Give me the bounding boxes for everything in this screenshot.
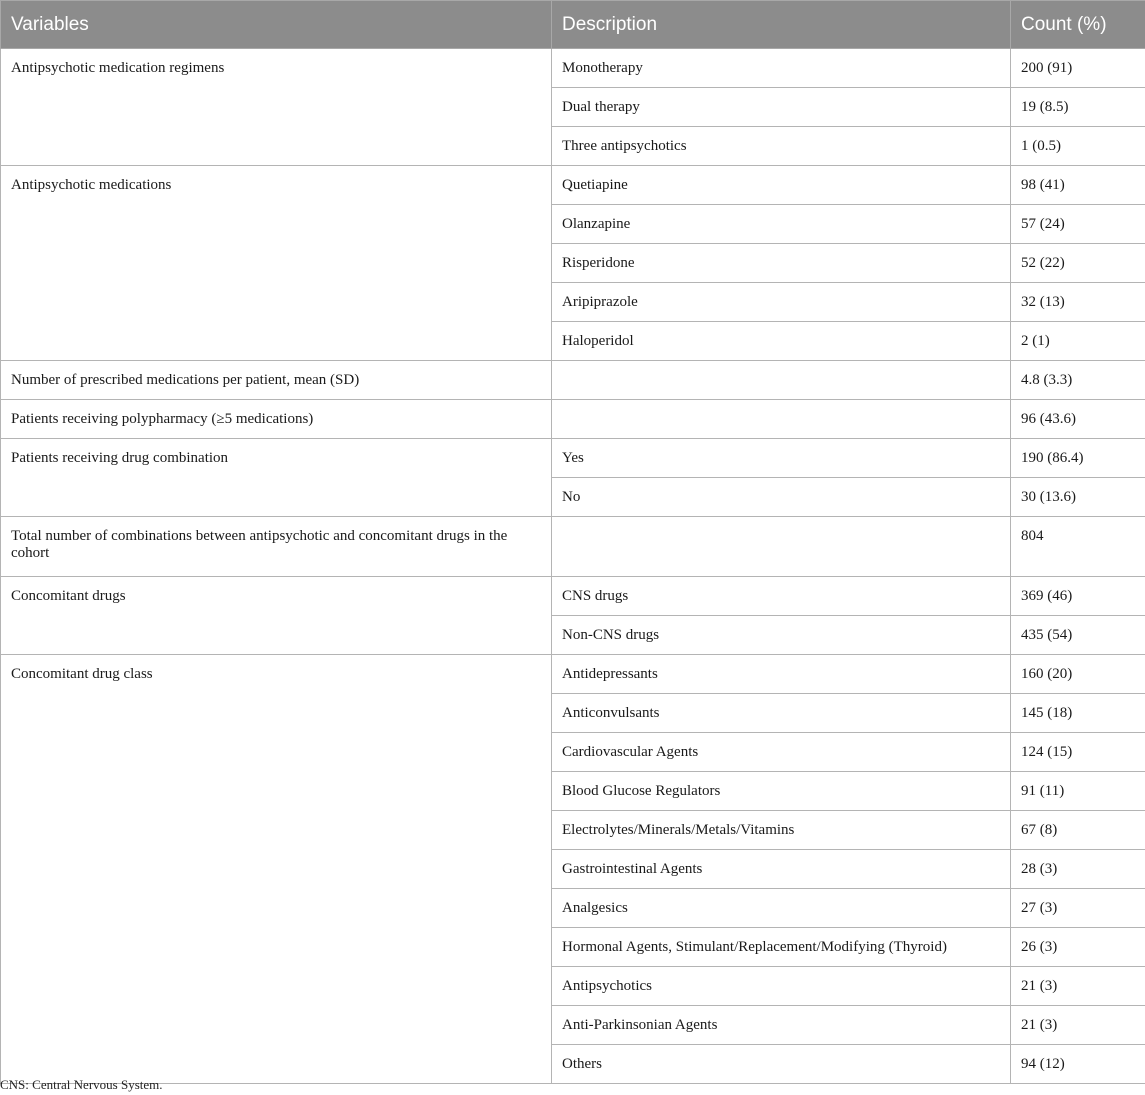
variable-cell: Antipsychotic medications	[1, 166, 552, 361]
count-cell: 190 (86.4)	[1011, 439, 1145, 478]
table-row	[1, 361, 1145, 400]
description-cell: Aripiprazole	[552, 283, 1011, 322]
header-count: Count (%)	[1011, 1, 1145, 49]
count-cell: 27 (3)	[1011, 889, 1145, 928]
count-cell: 145 (18)	[1011, 694, 1145, 733]
description-cell	[552, 400, 1011, 439]
header-description: Description	[552, 1, 1011, 49]
count-cell: 21 (3)	[1011, 967, 1145, 1006]
description-cell: Others	[552, 1045, 1011, 1084]
count-cell: 91 (11)	[1011, 772, 1145, 811]
variable-cell: Patients receiving polypharmacy (≥5 medications)	[1, 400, 552, 439]
count-cell: 30 (13.6)	[1011, 478, 1145, 517]
count-cell: 52 (22)	[1011, 244, 1145, 283]
description-cell: Haloperidol	[552, 322, 1011, 361]
table-row	[1, 166, 1145, 205]
variable-cell: Patients receiving drug combination	[1, 439, 552, 517]
table-footnote: CNS: Central Nervous System.	[0, 1077, 163, 1092]
count-cell: 28 (3)	[1011, 850, 1145, 889]
description-cell: Three antipsychotics	[552, 127, 1011, 166]
count-cell: 67 (8)	[1011, 811, 1145, 850]
count-cell: 369 (46)	[1011, 577, 1145, 616]
description-cell: Quetiapine	[552, 166, 1011, 205]
count-cell: 19 (8.5)	[1011, 88, 1145, 127]
description-cell: CNS drugs	[552, 577, 1011, 616]
description-cell	[552, 361, 1011, 400]
variable-cell: Antipsychotic medication regimens	[1, 49, 552, 166]
count-cell: 57 (24)	[1011, 205, 1145, 244]
count-cell: 435 (54)	[1011, 616, 1145, 655]
description-cell: Risperidone	[552, 244, 1011, 283]
variable-cell: Number of prescribed medications per patient, mean (SD)	[1, 361, 552, 400]
description-cell: Dual therapy	[552, 88, 1011, 127]
table-row	[1, 439, 1145, 478]
table-row	[1, 577, 1145, 616]
description-cell: Cardiovascular Agents	[552, 733, 1011, 772]
description-cell: Antipsychotics	[552, 967, 1011, 1006]
description-cell: Gastrointestinal Agents	[552, 850, 1011, 889]
count-cell: 160 (20)	[1011, 655, 1145, 694]
count-cell: 26 (3)	[1011, 928, 1145, 967]
variable-cell: Concomitant drugs	[1, 577, 552, 655]
description-cell: Hormonal Agents, Stimulant/Replacement/Modifying (Thyroid)	[552, 928, 1011, 967]
count-cell: 32 (13)	[1011, 283, 1145, 322]
description-cell: Analgesics	[552, 889, 1011, 928]
description-cell: Non-CNS drugs	[552, 616, 1011, 655]
count-cell: 4.8 (3.3)	[1011, 361, 1145, 400]
count-cell: 94 (12)	[1011, 1045, 1145, 1084]
description-cell: Anticonvulsants	[552, 694, 1011, 733]
table-row	[1, 655, 1145, 694]
description-cell: Monotherapy	[552, 49, 1011, 88]
table-body	[1, 49, 1145, 1084]
count-cell: 1 (0.5)	[1011, 127, 1145, 166]
table-row	[1, 400, 1145, 439]
description-cell: Blood Glucose Regulators	[552, 772, 1011, 811]
description-cell: Anti-Parkinsonian Agents	[552, 1006, 1011, 1045]
description-cell	[552, 517, 1011, 577]
table-header	[1, 1, 1145, 49]
count-cell: 804	[1011, 517, 1145, 577]
count-cell: 98 (41)	[1011, 166, 1145, 205]
table-row	[1, 49, 1145, 88]
description-cell: Olanzapine	[552, 205, 1011, 244]
table-row	[1, 517, 1145, 577]
count-cell: 124 (15)	[1011, 733, 1145, 772]
header-variables: Variables	[1, 1, 552, 49]
description-cell: No	[552, 478, 1011, 517]
count-cell: 21 (3)	[1011, 1006, 1145, 1045]
variable-cell: Concomitant drug class	[1, 655, 552, 1084]
description-cell: Yes	[552, 439, 1011, 478]
description-cell: Antidepressants	[552, 655, 1011, 694]
count-cell: 96 (43.6)	[1011, 400, 1145, 439]
description-cell: Electrolytes/Minerals/Metals/Vitamins	[552, 811, 1011, 850]
variable-cell: Total number of combinations between antipsychotic and concomitant drugs in the cohort	[1, 517, 552, 577]
count-cell: 2 (1)	[1011, 322, 1145, 361]
count-cell: 200 (91)	[1011, 49, 1145, 88]
header-row	[1, 1, 1145, 49]
